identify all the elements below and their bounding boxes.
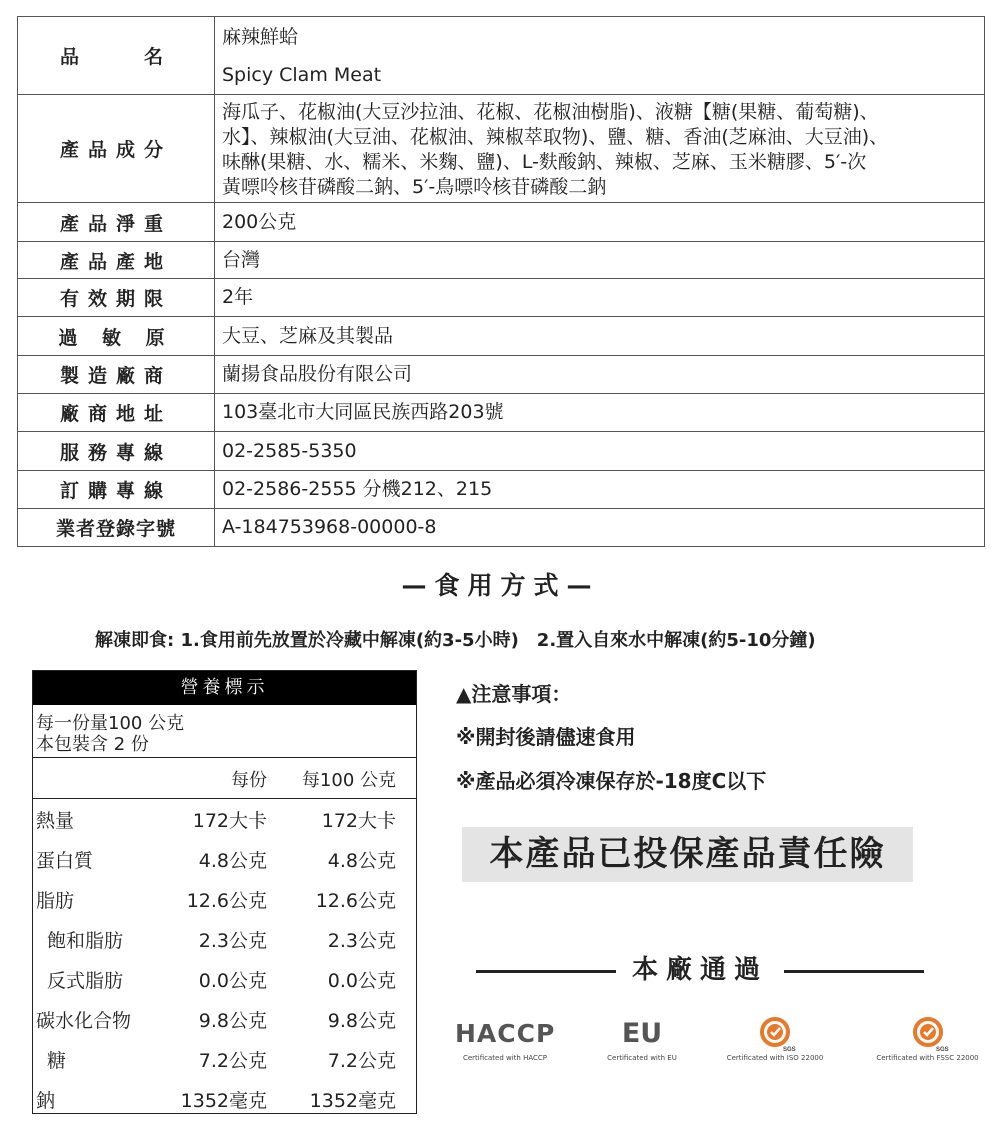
nutrient-per-100g: 4.8公克 [327, 850, 396, 872]
ingredients-line: 味醂(果糖、水、糯米、米麴、鹽)、L-麩酸鈉、辣椒、芝麻、玉米糖膠、5′-次 [222, 150, 867, 173]
allergen-value: 大豆、芝麻及其製品 [215, 317, 985, 356]
nutrition-row [33, 1039, 416, 1079]
nutrition-row [33, 879, 416, 919]
serving-size: 每一份量100 公克 [36, 713, 185, 734]
haccp-badge [455, 1016, 555, 1062]
sgs-mark: SGS [935, 1047, 949, 1053]
sgs-mark: SGS [783, 1047, 796, 1053]
nutrient-per-serving: 1352毫克 [180, 1090, 267, 1112]
nutrient-per-100g: 7.2公克 [327, 1050, 396, 1072]
nutrient-name: 碳水化合物 [36, 1010, 132, 1032]
nutrient-per-100g: 172大卡 [321, 810, 396, 832]
nutrient-per-serving: 2.3公克 [198, 930, 267, 952]
name-value [215, 17, 985, 95]
expiry-value: 2年 [215, 279, 985, 317]
notes-title: ▲注意事項： [456, 682, 572, 706]
service-label: 服務專線 [18, 432, 215, 471]
eu-logo: EU [621, 1018, 663, 1049]
nutrient-per-serving: 12.6公克 [186, 890, 267, 912]
nutrient-name: 蛋白質 [36, 850, 94, 872]
nutrition-row [33, 919, 416, 959]
name-en: Spicy Clam Meat [222, 64, 382, 86]
certification-title: 本廠通過 [631, 955, 768, 985]
nutrient-per-100g: 1352毫克 [309, 1090, 396, 1112]
nutrient-name: 鈉 [36, 1090, 56, 1112]
weight-label: 產品淨重 [18, 203, 215, 242]
address-value: 103臺北市大同區民族西路203號 [215, 394, 985, 432]
haccp-caption: Certificated with HACCP [462, 1054, 548, 1062]
ingredients-line: 黃嘌呤核苷磷酸二鈉、5′-鳥嘌呤核苷磷酸二鈉 [222, 175, 607, 198]
nutrient-per-serving: 172大卡 [192, 810, 267, 832]
origin-value: 台灣 [215, 242, 985, 279]
eu-caption: Certificated with EU [607, 1054, 677, 1062]
usage-title: —食用方式— [401, 571, 600, 600]
usage-instruction: 解凍即食: 1.食用前先放置於冷藏中解凍(約3-5小時) 2.置入自來水中解凍(約5-10分鐘) [95, 630, 816, 651]
order-value: 02-2586-2555 分機212、215 [215, 471, 985, 509]
nutrient-name: 反式脂肪 [47, 970, 124, 992]
sgs-check-icon [910, 1016, 949, 1053]
ingredients-line: 海瓜子、花椒油(大豆沙拉油、花椒、花椒油樹脂)、液糖【糖(果糖、葡萄糖)、 [222, 100, 879, 123]
expiry-label: 有效期限 [18, 279, 215, 317]
insurance-banner: 本產品已投保產品責任險 [462, 827, 913, 882]
nutrient-per-100g: 0.0公克 [327, 970, 396, 992]
name-zh: 麻辣鮮蛤 [222, 26, 299, 48]
registration-label: 業者登錄字號 [18, 509, 215, 547]
nutrient-per-serving: 9.8公克 [198, 1010, 267, 1032]
haccp-logo: HACCP [455, 1019, 556, 1048]
nutrient-per-serving: 7.2公克 [198, 1050, 267, 1072]
nutrition-row [33, 839, 416, 879]
nutrition-row [33, 1079, 416, 1119]
iso-caption: Certificated with ISO 22000 [726, 1054, 824, 1062]
nutrition-serving [33, 705, 416, 758]
fssc-badge [870, 1016, 985, 1062]
registration-value: A-184753968-00000-8 [215, 509, 985, 547]
nutrition-row [33, 959, 416, 999]
col-per-serving: 每份 [231, 770, 267, 791]
name-label: 品 名 [18, 17, 215, 95]
service-value: 02-2585-5350 [215, 432, 985, 471]
nutrient-name: 飽和脂肪 [47, 930, 124, 952]
nutrition-columns [33, 758, 416, 799]
iso-badge [720, 1016, 830, 1062]
certification-heading [476, 950, 924, 990]
nutrient-per-100g: 9.8公克 [327, 1010, 396, 1032]
weight-value: 200公克 [215, 203, 985, 242]
sgs-logo [720, 1016, 830, 1052]
nutrient-name: 熱量 [36, 810, 75, 832]
nutrition-row [33, 799, 416, 839]
ingredients-label: 產品成分 [18, 95, 215, 203]
order-label: 訂購專線 [18, 471, 215, 509]
nutrient-per-serving: 0.0公克 [198, 970, 267, 992]
nutrient-name: 糖 [47, 1050, 67, 1072]
col-per-100g: 每100 公克 [301, 770, 396, 791]
nutrition-header: 營養標示 [33, 671, 416, 705]
ingredients-value [215, 95, 985, 203]
nutrient-per-100g: 12.6公克 [315, 890, 396, 912]
ingredients-line: 水】、辣椒油(大豆油、花椒油、辣椒萃取物)、鹽、糖、香油(芝麻油、大豆油)、 [222, 125, 889, 148]
eu-badge [597, 1016, 687, 1062]
note-item: ※產品必須冷凍保存於-18度C以下 [456, 769, 767, 793]
note-item: ※開封後請儘速食用 [456, 725, 636, 749]
nutrient-per-100g: 2.3公克 [327, 930, 396, 952]
nutrition-row [33, 999, 416, 1039]
sgs-logo [870, 1016, 985, 1052]
product-spec-table [17, 16, 985, 547]
maker-value: 蘭揚食品股份有限公司 [215, 356, 985, 394]
nutrition-panel [32, 670, 417, 1114]
nutrient-per-serving: 4.8公克 [198, 850, 267, 872]
maker-label: 製造廠商 [18, 356, 215, 394]
origin-label: 產品產地 [18, 242, 215, 279]
nutrient-name: 脂肪 [36, 890, 75, 912]
sgs-check-icon [757, 1016, 796, 1053]
allergen-label: 過 敏 原 [18, 317, 215, 356]
fssc-caption: Certificated with FSSC 22000 [876, 1054, 979, 1062]
address-label: 廠商地址 [18, 394, 215, 432]
servings-count: 本包裝含 2 份 [36, 734, 149, 755]
